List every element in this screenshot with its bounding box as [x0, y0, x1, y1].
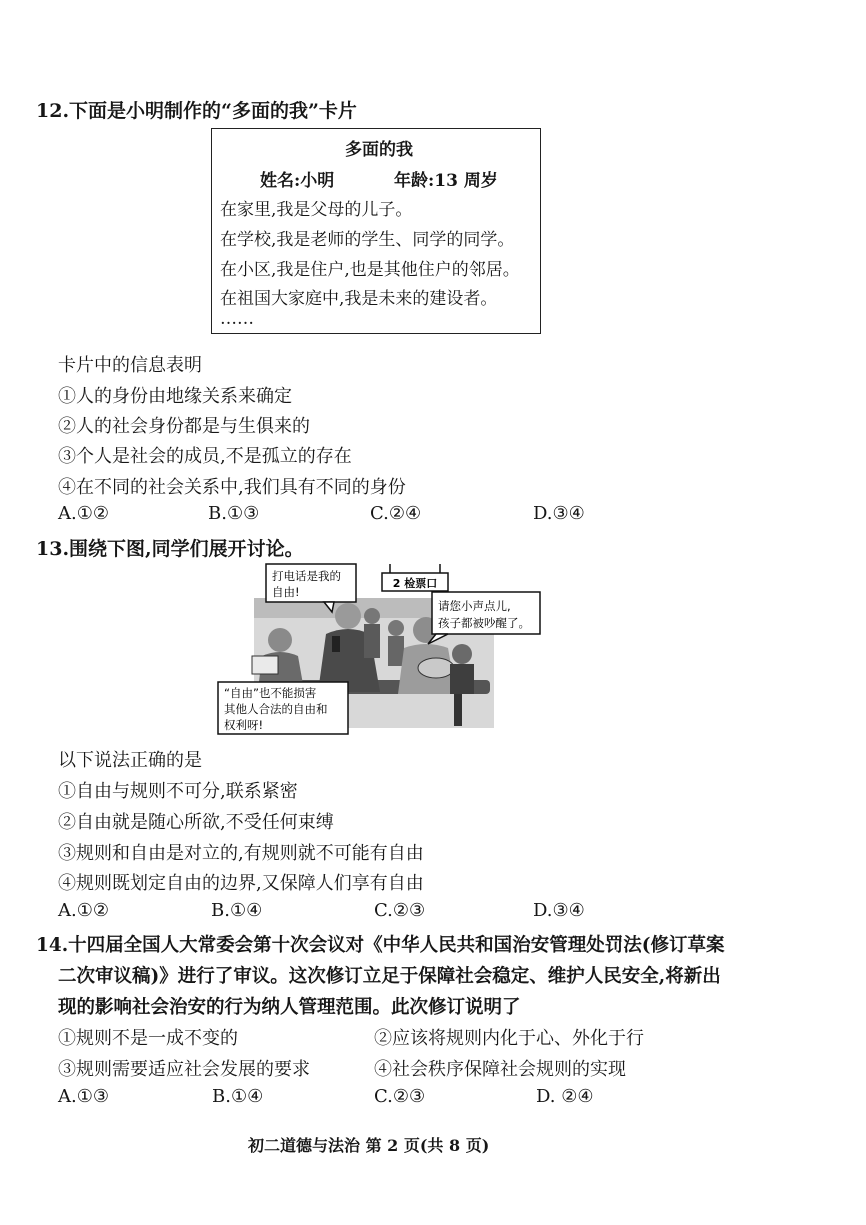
q12-option-a[interactable]: A.①② — [58, 503, 109, 524]
q12-statement: ①人的身份由地缘关系来确定 — [58, 386, 292, 407]
phone-man — [335, 603, 361, 629]
q13-statement: ①自由与规则不可分,联系紧密 — [58, 781, 298, 802]
q14-statement: ④社会秩序保障社会规则的实现 — [374, 1059, 626, 1080]
q13-stem: 13.围绕下图,同学们展开讨论。 — [36, 538, 304, 560]
q12-option-c[interactable]: C.②④ — [370, 503, 422, 524]
bubble-text: 权利呀! — [224, 718, 264, 732]
q14-stem-line: 二次审议稿)》进行了审议。这次修订立足于保障社会稳定、维护人民安全,将新出 — [58, 966, 721, 987]
q12-statement: ④在不同的社会关系中,我们具有不同的身份 — [58, 477, 406, 498]
bubble-text: 自由! — [272, 585, 300, 599]
card-line: 在小区,我是住户,也是其他住户的邻居。 — [220, 260, 520, 280]
q13-statement: ④规则既划定自由的边界,又保障人们享有自由 — [58, 873, 424, 894]
bubble-text: 其他人合法的自由和 — [224, 702, 328, 716]
bubble-text: 打电话是我的 — [272, 569, 341, 583]
q13-option-d[interactable]: D.③④ — [533, 900, 585, 921]
card-line: 在家里,我是父母的儿子。 — [220, 200, 413, 220]
q14-option-a[interactable]: A.①③ — [58, 1086, 109, 1107]
gate-sign-text: 2 检票口 — [392, 577, 438, 590]
q14-statement: ③规则需要适应社会发展的要求 — [58, 1059, 310, 1080]
q13-option-b[interactable]: B.①④ — [211, 900, 263, 921]
baby — [418, 658, 454, 678]
page-footer: 初二道德与法治 第 2 页(共 8 页) — [248, 1136, 490, 1155]
q12-statement: ②人的社会身份都是与生俱来的 — [58, 416, 310, 437]
q14-statement: ②应该将规则内化于心、外化于行 — [374, 1028, 644, 1049]
bubble-text: 请您小声点儿, — [438, 599, 511, 613]
reading-man — [268, 628, 292, 652]
q13-option-c[interactable]: C.②③ — [374, 900, 426, 921]
card-ellipsis: …… — [220, 309, 254, 329]
card-title: 多面的我 — [345, 140, 413, 160]
q14-statement: ①规则不是一成不变的 — [58, 1028, 238, 1049]
card-age: 年龄:13 周岁 — [394, 171, 498, 191]
q13-prompt: 以下说法正确的是 — [58, 750, 202, 771]
identity-card — [211, 128, 541, 334]
bubble-text: 孩子都被吵醒了。 — [438, 616, 530, 630]
q12-option-b[interactable]: B.①③ — [208, 503, 260, 524]
q14-option-b[interactable]: B.①④ — [212, 1086, 264, 1107]
bubble-text: “自由”也不能损害 — [224, 686, 317, 700]
q12-option-d[interactable]: D.③④ — [533, 503, 585, 524]
q13-statement: ③规则和自由是对立的,有规则就不可能有自由 — [58, 843, 424, 864]
q12-stem: 12.下面是小明制作的“多面的我”卡片 — [36, 100, 357, 122]
card-line: 在祖国大家庭中,我是未来的建设者。 — [220, 289, 498, 309]
q12-statement: ③个人是社会的成员,不是孤立的存在 — [58, 446, 352, 467]
q14-option-d[interactable]: D. ②④ — [536, 1086, 594, 1107]
cartoon-illustration — [214, 560, 544, 736]
card-line: 在学校,我是老师的学生、同学的同学。 — [220, 230, 515, 250]
q14-option-c[interactable]: C.②③ — [374, 1086, 426, 1107]
card-name: 姓名:小明 — [260, 171, 335, 191]
q12-prompt: 卡片中的信息表明 — [58, 355, 202, 376]
q13-option-a[interactable]: A.①② — [58, 900, 109, 921]
q14-stem-line: 14.十四届全国人大常委会第十次会议对《中华人民共和国治安管理处罚法(修订草案 — [36, 935, 725, 956]
q13-statement: ②自由就是随心所欲,不受任何束缚 — [58, 812, 334, 833]
q14-stem-line: 现的影响社会治安的行为纳人管理范围。此次修订说明了 — [58, 997, 521, 1018]
